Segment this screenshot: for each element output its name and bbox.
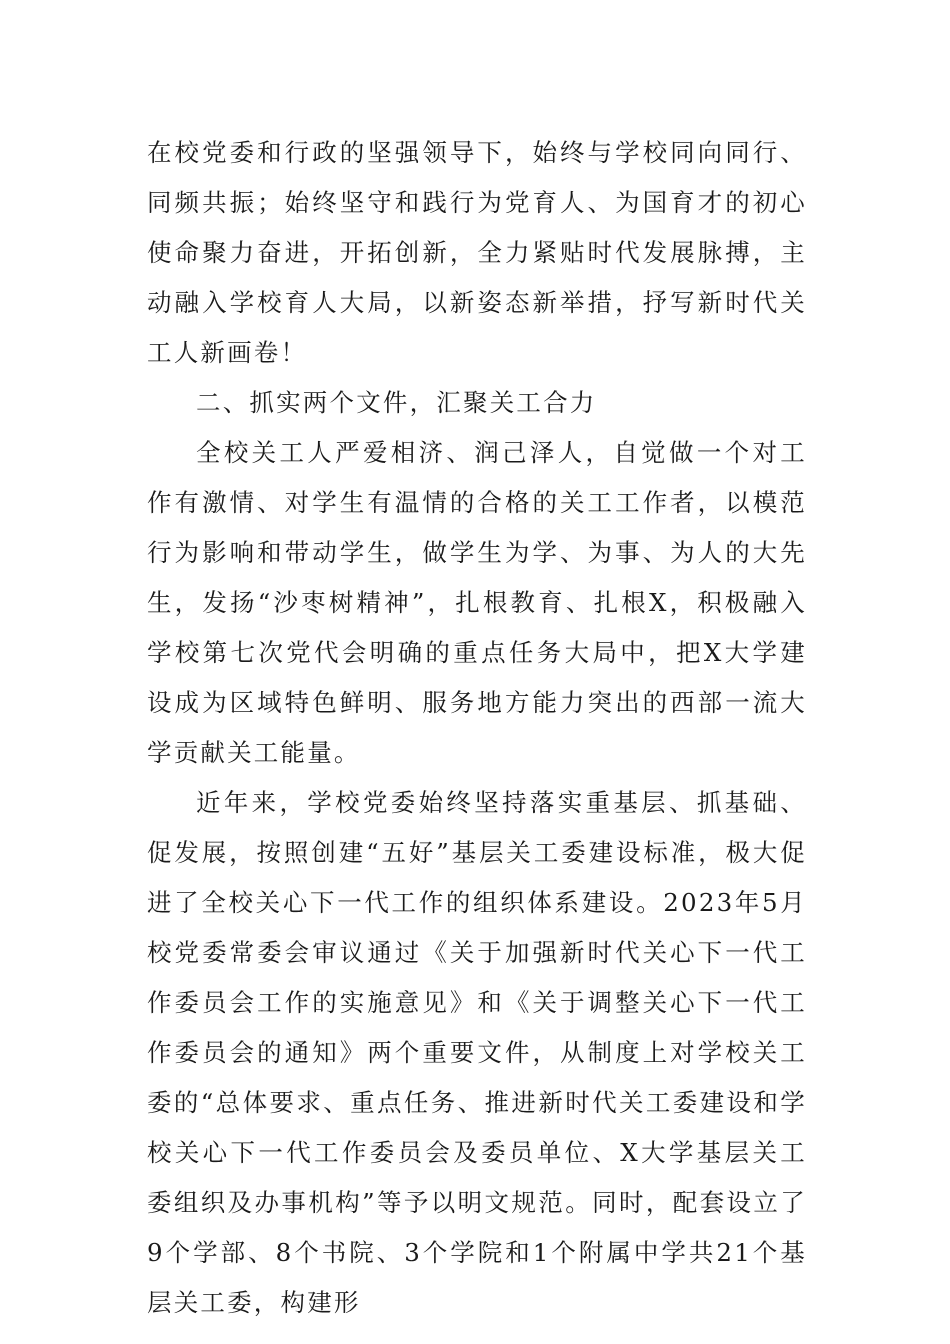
- paragraph: 近年来，学校党委始终坚持落实重基层、抓基础、促发展，按照创建“五好”基层关工委建设标准，极大促进了全校关心下一代工作的组织体系建设。2023年5月校党委常委会审议通过《关于加强新时代关心下一代工作委员会工作的实施意见》和《关于调整关心下一代工作委员会的通知》两个重要文件，从制度上对学校关工委的“总体要求、重点任务、推进新时代关工委建设和学校关心下一代工作委员会及委员单位、X大学基层关工委组织及办事机构”等予以明文规范。同时，配套设立了9个学部、8个书院、3个学院和1个附属中学共21个基层关工委，构建形: [147, 788, 807, 1317]
- document-body: [147, 128, 807, 1328]
- section-heading: 二、抓实两个文件，汇聚关工合力: [196, 388, 597, 417]
- paragraph: 全校关工人严爱相济、润己泽人，自觉做一个对工作有激情、对学生有温情的合格的关工工作者，以模范行为影响和带动学生，做学生为学、为事、为人的大先生，发扬“沙枣树精神”，扎根教育、扎根X，积极融入学校第七次党代会明确的重点任务大局中，把X大学建设成为区域特色鲜明、服务地方能力突出的西部一流大学贡献关工能量。: [147, 438, 807, 767]
- paragraph-continuation: 在校党委和行政的坚强领导下，始终与学校同向同行、同频共振；始终坚守和践行为党育人、为国育才的初心使命聚力奋进，开拓创新，全力紧贴时代发展脉搏，主动融入学校育人大局，以新姿态新举措，抒写新时代关工人新画卷！: [147, 138, 807, 367]
